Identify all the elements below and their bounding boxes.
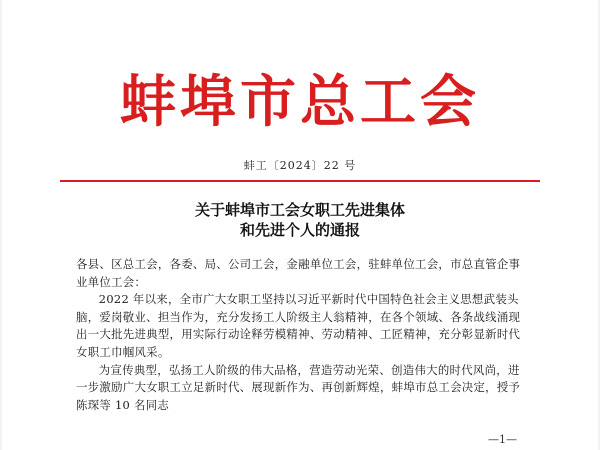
recipients-paragraph: 各县、区总工会，各委、局、公司工会，金融单位工会，驻蚌单位工会，市总直管企事业单位工会： [76, 257, 521, 289]
document-body [76, 256, 528, 414]
document-title-line-1: 关于蚌埠市工会女职工先进集体 [194, 201, 405, 219]
red-separator-line [60, 180, 540, 182]
document-title-line-2: 和先进个人的通报 [239, 221, 360, 239]
red-masthead: 蚌埠市总工会 [120, 69, 480, 135]
body-paragraph-2: 为宣传典型，弘扬工人阶级的伟大品格，营造劳动光荣、创造伟大的时代风尚，进一步激励广大女职工立足新时代、展现新作为、再创新辉煌，蚌埠市总工会决定，授予陈琛等 10 名同志 [76, 362, 521, 412]
document-number: 蚌工〔2024〕22 号 [243, 159, 357, 172]
body-paragraph-1: 2022 年以来，全市广大女职工坚持以习近平新时代中国特色社会主义思想武装头脑，爱岗敬业、担当作为，充分发扬工人阶级主人翁精神，在各个领域、各条战线涌现出一大批先进典型，用实际行动诠释劳模精神、劳动精神、工匠精神，充分彰显新时代女职工巾帼风采。 [76, 292, 521, 359]
page-number: —1— [488, 433, 517, 446]
document-title [0, 200, 600, 240]
